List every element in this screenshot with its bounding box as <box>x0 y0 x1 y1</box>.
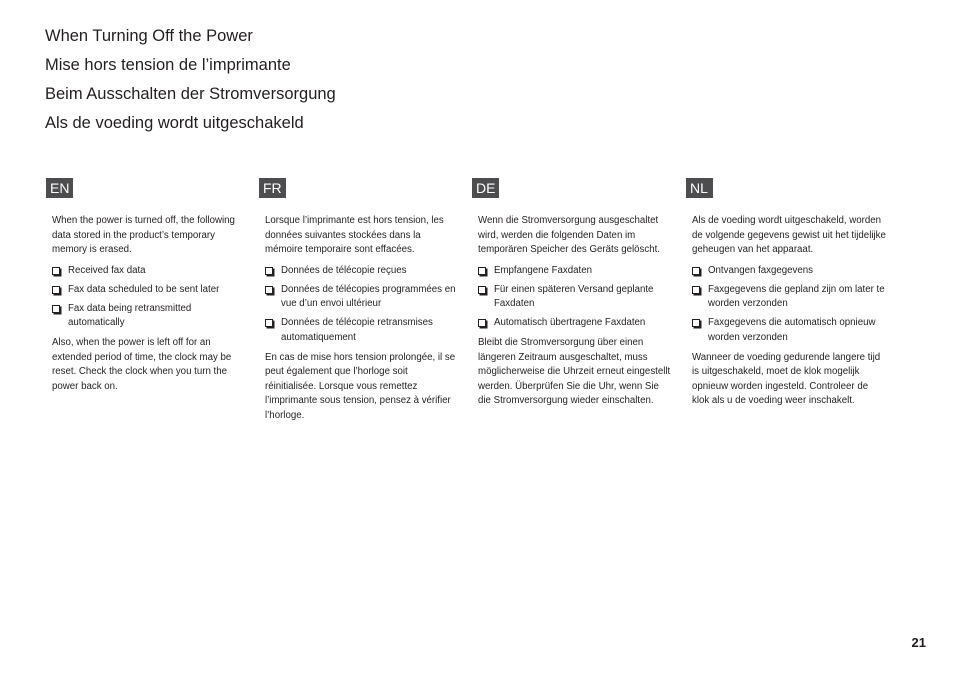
list-item-text: Faxgegevens die gepland zijn om later te worden verzonden <box>708 283 885 310</box>
list-item <box>52 283 246 298</box>
list-item-text: Empfangene Faxdaten <box>494 264 593 276</box>
title-dutch: Als de voeding wordt uitgeschakeld <box>45 114 304 132</box>
title-french: Mise hors tension de l’imprimante <box>45 56 291 74</box>
list-item <box>478 283 672 312</box>
list-item-text: Received fax data <box>68 264 146 276</box>
list-item <box>692 316 886 345</box>
bullet-list-fr <box>265 264 459 346</box>
checkbox-bullet-icon <box>692 267 700 275</box>
list-item <box>265 283 459 312</box>
intro-paragraph-fr: Lorsque l’imprimante est hors tension, les données suivantes stockées dans la mémoire temporaire sont effacées. <box>265 215 444 256</box>
checkbox-bullet-icon <box>478 267 486 275</box>
column-content-fr <box>259 214 459 424</box>
list-item-text: Données de télécopie retransmises automatiquement <box>281 317 433 343</box>
list-item-text: Faxgegevens die automatisch opnieuw worden verzonden <box>708 317 876 343</box>
list-item <box>265 264 459 279</box>
list-item <box>52 264 246 279</box>
list-item-text: Fax data being retransmitted automatically <box>68 302 192 329</box>
checkbox-bullet-icon <box>692 286 700 294</box>
title-english: When Turning Off the Power <box>45 27 253 45</box>
column-dutch <box>686 178 886 415</box>
column-english <box>46 178 246 400</box>
column-german <box>472 178 672 415</box>
checkbox-bullet-icon <box>692 319 700 327</box>
list-item-text: Fax data scheduled to be sent later <box>68 283 220 295</box>
list-item-text: Automatisch übertragene Faxdaten <box>494 317 646 329</box>
column-content-de <box>472 214 672 409</box>
intro-paragraph-en: When the power is turned off, the following data stored in the product’s temporary memory is erased. <box>52 215 235 256</box>
list-item <box>692 264 886 279</box>
checkbox-bullet-icon <box>265 319 273 327</box>
checkbox-bullet-icon <box>478 319 486 327</box>
checkbox-bullet-icon <box>265 286 273 294</box>
language-badge-en: EN <box>46 178 73 198</box>
checkbox-bullet-icon <box>52 286 60 294</box>
bullet-list-nl <box>692 264 886 346</box>
language-badge-fr: FR <box>259 178 286 198</box>
checkbox-bullet-icon <box>52 267 60 275</box>
column-french <box>259 178 459 430</box>
language-badge-de: DE <box>472 178 499 198</box>
list-item <box>478 264 672 279</box>
list-item-text: Données de télécopie reçues <box>281 264 407 276</box>
page-number: 21 <box>911 635 926 650</box>
intro-paragraph-nl: Als de voeding wordt uitgeschakeld, worden de volgende gegevens gewist uit het tijdelijke geheugen van het apparaat. <box>692 215 886 256</box>
list-item <box>265 316 459 345</box>
checkbox-bullet-icon <box>52 305 60 313</box>
list-item <box>478 316 672 331</box>
note-paragraph-nl: Wanneer de voeding gedurende langere tijd is uitgeschakeld, moet de klok mogelijk opnieuw worden ingesteld. Controleer de klok als u de voeding weer inschakelt. <box>692 351 881 407</box>
list-item-text: Ontvangen faxgegevens <box>708 264 814 276</box>
checkbox-bullet-icon <box>478 286 486 294</box>
checkbox-bullet-icon <box>265 267 273 275</box>
intro-paragraph-de: Wenn die Stromversorgung ausgeschaltet wird, werden die folgenden Daten im temporären Speicher des Geräts gelöscht. <box>478 215 661 256</box>
column-content-nl <box>686 214 886 409</box>
list-item-text: Für einen späteren Versand geplante Faxdaten <box>494 283 654 310</box>
list-item-text: Données de télécopies programmées en vue d’un envoi ultérieur <box>281 283 456 310</box>
column-content-en <box>46 214 246 394</box>
note-paragraph-en: Also, when the power is left off for an extended period of time, the clock may be reset. Check the clock when you turn the power back on. <box>52 336 232 392</box>
note-paragraph-de: Bleibt die Stromversorgung über einen längeren Zeitraum ausgeschaltet, muss möglicherweise die Uhrzeit erneut eingestellt werden. Überprüfen Sie die Uhr, wenn Sie die Stromversorgung wieder einschalten. <box>478 336 671 407</box>
list-item <box>52 302 246 331</box>
bullet-list-en <box>52 264 246 331</box>
language-badge-nl: NL <box>686 178 713 198</box>
page-titles <box>45 22 336 138</box>
note-paragraph-fr: En cas de mise hors tension prolongée, il se peut également que l’horloge soit réinitialisée. Lorsque vous remettez l’imprimante sous tension, pensez à vérifier l’horloge. <box>265 351 456 421</box>
title-german: Beim Ausschalten der Stromversorgung <box>45 85 336 103</box>
bullet-list-de <box>478 264 672 331</box>
list-item <box>692 283 886 312</box>
